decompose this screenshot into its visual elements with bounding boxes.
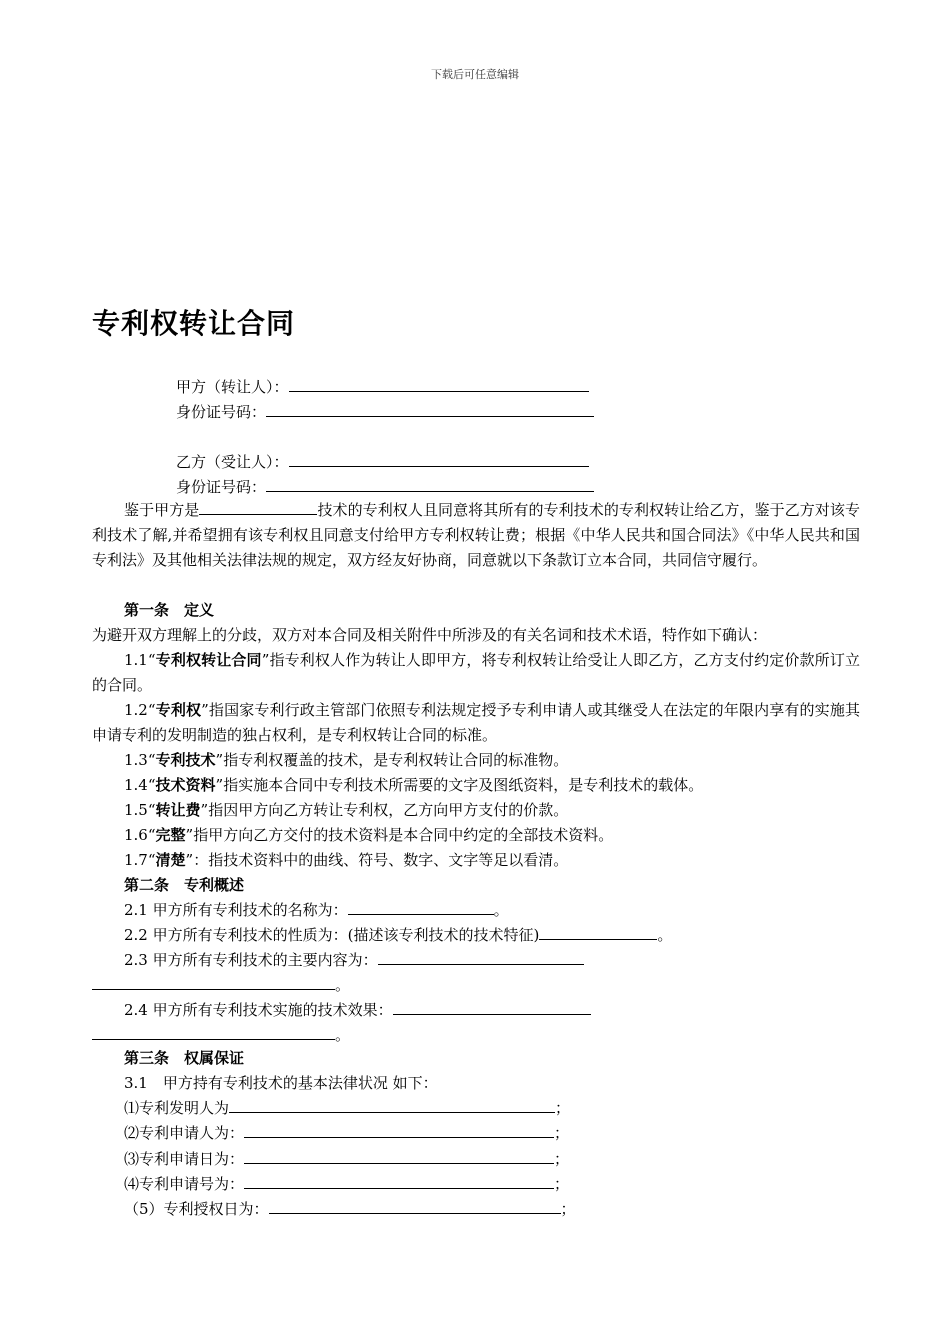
item-2-2 — [124, 924, 672, 945]
definition-1-7 — [92, 848, 860, 873]
def-term: 专利技术 — [155, 751, 216, 769]
header-note: 下载后可任意编辑 — [431, 68, 519, 81]
inventor-line — [124, 1097, 570, 1118]
preamble-part-2: 技术的专利权人且同意将其所有的专利技术的专利权转让给乙方，鉴 — [317, 501, 770, 519]
item-2-2-label: 2.2 甲方所有专利技术的性质为：(描述该专利技术的技术特征) — [124, 926, 540, 944]
preamble-part-3: 于乙方对该专利技术了解,并希望拥有该专利权且同意支付给甲方专利权转让费；根据《中华人民共和国合同法》《中华人民共和国专利法》及其他相关法律法规的规定，双方经友好协商，同意就以下条款订立本合同，共同信守履行。 — [92, 501, 860, 569]
def-number: 1.3“ — [124, 751, 156, 769]
def-term: 转让费 — [155, 801, 201, 819]
definition-1-6 — [92, 823, 860, 848]
party-a-id-blank[interactable] — [266, 401, 594, 417]
inventor-blank[interactable] — [229, 1097, 555, 1113]
def-number: 1.1“ — [124, 651, 156, 669]
patent-content-blank[interactable] — [378, 949, 584, 965]
semicolon: ； — [560, 1200, 576, 1218]
semicolon: ； — [554, 1175, 570, 1193]
party-b-id-blank[interactable] — [266, 476, 594, 492]
party-a-line — [176, 376, 589, 397]
item-2-4-continued — [92, 1024, 350, 1045]
period: 。 — [335, 976, 351, 994]
period: 。 — [335, 1026, 351, 1044]
patent-name-blank[interactable] — [348, 899, 494, 915]
item-2-4 — [124, 999, 591, 1020]
patent-nature-blank[interactable] — [539, 924, 657, 940]
patent-effect-blank[interactable] — [393, 999, 591, 1015]
application-number-blank[interactable] — [244, 1173, 554, 1189]
party-a-label: 甲方（转让人）： — [176, 378, 289, 396]
def-term: 完整 — [155, 826, 186, 844]
technology-name-blank[interactable] — [199, 499, 317, 515]
party-b-blank[interactable] — [289, 451, 589, 467]
semicolon: ； — [555, 1099, 571, 1117]
item-2-1-label: 2.1 甲方所有专利技术的名称为： — [124, 901, 348, 919]
grant-date-blank[interactable] — [269, 1198, 561, 1214]
preamble-part-1: 鉴于甲方是 — [124, 501, 200, 519]
item-2-3 — [124, 949, 584, 970]
party-b-id-label: 身份证号码： — [176, 478, 267, 496]
definition-1-2 — [92, 698, 860, 748]
item-2-3-continued — [92, 974, 350, 995]
period: 。 — [657, 926, 673, 944]
article-3-heading: 第三条 权属保证 — [124, 1049, 245, 1067]
item-2-4-label: 2.4 甲方所有专利技术实施的技术效果： — [124, 1001, 393, 1019]
def-number: 1.5“ — [124, 801, 156, 819]
party-b-id-line — [176, 476, 594, 497]
application-date-label: ⑶专利申请日为： — [124, 1150, 245, 1168]
patent-content-blank-2[interactable] — [92, 974, 335, 990]
definition-1-4 — [92, 773, 860, 798]
def-number: 1.6“ — [124, 826, 156, 844]
party-b-label: 乙方（受让人）： — [176, 453, 289, 471]
def-term: 专利权 — [155, 701, 202, 719]
semicolon: ； — [554, 1124, 570, 1142]
def-text: ”指因甲方向乙方转让专利权，乙方向甲方支付的价款。 — [200, 801, 569, 819]
def-term: 专利权转让合同 — [155, 651, 262, 669]
preamble — [92, 498, 860, 573]
semicolon: ； — [554, 1150, 570, 1168]
patent-effect-blank-2[interactable] — [92, 1024, 335, 1040]
definition-1-3 — [92, 748, 860, 773]
def-number: 1.4“ — [124, 776, 156, 794]
applicant-blank[interactable] — [244, 1122, 554, 1138]
def-text: ”指实施本合同中专利技术所需要的文字及图纸资料，是专利技术的载体。 — [215, 776, 704, 794]
application-date-blank[interactable] — [244, 1148, 554, 1164]
party-b-line — [176, 451, 589, 472]
grant-date-line — [124, 1198, 576, 1219]
application-number-label: ⑷专利申请号为： — [124, 1175, 245, 1193]
contract-title: 专利权转让合同 — [92, 307, 296, 340]
definition-1-1 — [92, 648, 860, 698]
inventor-label: ⑴专利发明人为 — [124, 1099, 230, 1117]
def-text: ”指国家专利行政主管部门依照专利法规定授予专利申请人或其继受人在法定的年限内享有的实施其申请专利的发明制造的独占权利，是专利权转让合同的标准。 — [92, 701, 860, 744]
applicant-label: ⑵专利申请人为： — [124, 1124, 245, 1142]
def-text: ”指专利权覆盖的技术，是专利权转让合同的标准物。 — [215, 751, 569, 769]
item-2-3-label: 2.3 甲方所有专利技术的主要内容为： — [124, 951, 378, 969]
def-text: ”指专利权人作为转让人即甲方，将专利权转让给受让人即乙方，乙方支付约定价款所订立的合同。 — [92, 651, 860, 694]
article-2-heading: 第二条 专利概述 — [124, 876, 245, 894]
applicant-line — [124, 1122, 569, 1143]
item-2-1 — [124, 899, 509, 920]
article-1-intro: 为避开双方理解上的分歧，双方对本合同及相关附件中所涉及的有关名词和技术术语，特作如下确认： — [92, 626, 768, 644]
def-text: ”指甲方向乙方交付的技术资料是本合同中约定的全部技术资料。 — [185, 826, 614, 844]
party-a-id-label: 身份证号码： — [176, 403, 267, 421]
period: 。 — [493, 901, 509, 919]
def-number: 1.2“ — [124, 701, 156, 719]
item-3-1: 3.1 甲方持有专利技术的基本法律状况 如下： — [124, 1074, 438, 1092]
grant-date-label: （5）专利授权日为： — [124, 1200, 269, 1218]
party-a-blank[interactable] — [289, 376, 589, 392]
article-1-heading: 第一条 定义 — [124, 601, 215, 619]
def-term: 清楚 — [155, 851, 186, 869]
application-date-line — [124, 1148, 569, 1169]
application-number-line — [124, 1173, 569, 1194]
def-number: 1.7“ — [124, 851, 156, 869]
definition-1-5 — [92, 798, 860, 823]
def-term: 技术资料 — [155, 776, 216, 794]
party-a-id-line — [176, 401, 594, 422]
def-text: ”：指技术资料中的曲线、符号、数字、文字等足以看清。 — [185, 851, 569, 869]
